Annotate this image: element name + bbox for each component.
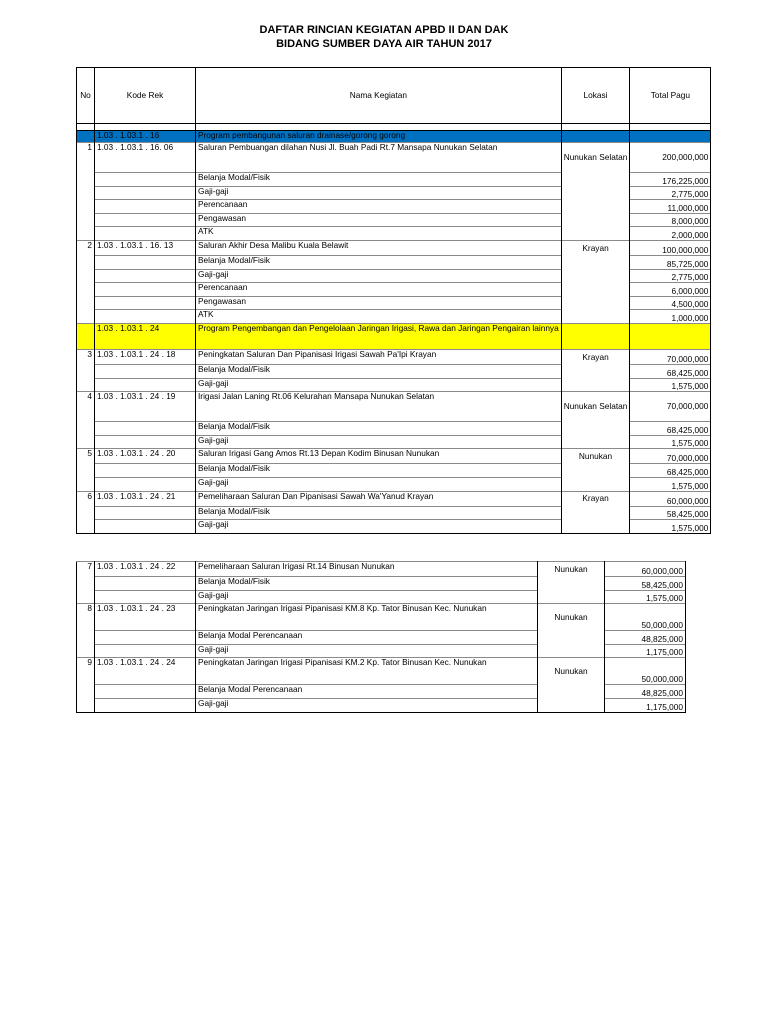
total-pagu-cell: 4,500,000 (630, 296, 711, 310)
sub-item-row (77, 520, 711, 534)
lokasi-cell (561, 131, 630, 143)
total-pagu-cell: 1,000,000 (630, 310, 711, 324)
total-pagu-cell: 60,000,000 (605, 562, 686, 577)
total-pagu-cell: 176,225,000 (630, 173, 711, 187)
kode-rek-cell (95, 213, 196, 227)
nama-kegiatan-cell: Program Pengembangan dan Pengelolaan Jaringan Irigasi, Rawa dan Jaringan Pengairan lainnya (196, 323, 562, 349)
total-pagu-cell: 200,000,000 (630, 143, 711, 173)
sub-item-row (77, 422, 711, 436)
lokasi-cell (561, 200, 630, 214)
kode-rek-cell (95, 422, 196, 436)
kegiatan-row (77, 449, 711, 464)
row-no (77, 364, 95, 378)
kegiatan-table-2 (76, 561, 686, 713)
row-no: 9 (77, 658, 95, 685)
kegiatan-row (77, 658, 686, 685)
lokasi-cell (561, 310, 630, 324)
kode-rek-cell (95, 464, 196, 478)
row-no (77, 310, 95, 324)
nama-kegiatan-cell: Saluran Pembuangan dilahan Nusi Jl. Buah Padi Rt.7 Mansapa Nunukan Selatan (196, 143, 562, 173)
total-pagu-cell: 68,425,000 (630, 364, 711, 378)
total-pagu-cell: 1,175,000 (605, 644, 686, 658)
row-no (77, 464, 95, 478)
lokasi-cell (561, 520, 630, 534)
lokasi-cell (561, 255, 630, 269)
nama-kegiatan-cell: Gaji-gaji (196, 698, 538, 712)
kode-rek-cell: 1.03 . 1.03.1 . 24 . 18 (95, 349, 196, 364)
nama-kegiatan-cell: Belanja Modal/Fisik (196, 364, 562, 378)
lokasi-cell: Krayan (561, 240, 630, 255)
lokasi-cell (538, 685, 605, 699)
nama-kegiatan-cell: Belanja Modal/Fisik (196, 577, 538, 591)
nama-kegiatan-cell: Gaji-gaji (196, 520, 562, 534)
lokasi-cell (538, 698, 605, 712)
nama-kegiatan-cell: Gaji-gaji (196, 477, 562, 491)
sub-item-row (77, 698, 686, 712)
total-pagu-cell: 1,175,000 (605, 698, 686, 712)
row-no: 2 (77, 240, 95, 255)
total-pagu-cell (630, 323, 711, 349)
sub-item-row (77, 200, 711, 214)
document-title-line-1: DAFTAR RINCIAN KEGIATAN APBD II DAN DAK (259, 24, 509, 36)
nama-kegiatan-cell: Peningkatan Jaringan Irigasi Pipanisasi KM.8 Kp. Tator Binusan Kec. Nunukan (196, 604, 538, 631)
table-2-body (77, 562, 686, 713)
sub-item-row (77, 364, 711, 378)
row-no (77, 173, 95, 187)
total-pagu-cell: 58,425,000 (605, 577, 686, 591)
kode-rek-cell: 1.03 . 1.03.1 . 24 . 24 (95, 658, 196, 685)
total-pagu-cell: 2,775,000 (630, 269, 711, 283)
kode-rek-cell (95, 269, 196, 283)
kode-rek-cell (95, 435, 196, 449)
total-pagu-cell: 70,000,000 (630, 349, 711, 364)
nama-kegiatan-cell: Gaji-gaji (196, 590, 538, 604)
lokasi-cell: Krayan (561, 491, 630, 506)
table-1-body (77, 131, 711, 534)
kegiatan-table-1 (76, 67, 711, 534)
nama-kegiatan-cell: Belanja Modal/Fisik (196, 422, 562, 436)
lokasi-cell (561, 213, 630, 227)
lokasi-cell (561, 378, 630, 392)
nama-kegiatan-cell: Gaji-gaji (196, 186, 562, 200)
row-no (77, 323, 95, 349)
total-pagu-cell: 50,000,000 (605, 658, 686, 685)
nama-kegiatan-cell: Irigasi Jalan Laning Rt.06 Kelurahan Mansapa Nunukan Selatan (196, 392, 562, 422)
kode-rek-cell: 1.03 . 1.03.1 . 24 (95, 323, 196, 349)
kode-rek-cell: 1.03 . 1.03.1 . 24 . 23 (95, 604, 196, 631)
kode-rek-cell (95, 590, 196, 604)
sub-item-row (77, 378, 711, 392)
row-no (77, 269, 95, 283)
total-pagu-cell: 1,575,000 (630, 520, 711, 534)
kode-rek-cell: 1.03 . 1.03.1 . 16. 06 (95, 143, 196, 173)
total-pagu-cell: 48,825,000 (605, 685, 686, 699)
header-total-pagu: Total Pagu (630, 68, 711, 124)
nama-kegiatan-cell: ATK (196, 310, 562, 324)
total-pagu-cell: 68,425,000 (630, 464, 711, 478)
total-pagu-cell: 85,725,000 (630, 255, 711, 269)
total-pagu-cell: 60,000,000 (630, 491, 711, 506)
total-pagu-cell: 50,000,000 (605, 604, 686, 631)
nama-kegiatan-cell: Pengawasan (196, 213, 562, 227)
sub-item-row (77, 685, 686, 699)
row-no: 1 (77, 143, 95, 173)
total-pagu-cell: 1,575,000 (630, 378, 711, 392)
total-pagu-cell: 8,000,000 (630, 213, 711, 227)
table-header-row (77, 68, 711, 124)
lokasi-cell (561, 422, 630, 436)
sub-item-row (77, 310, 711, 324)
nama-kegiatan-cell: Gaji-gaji (196, 435, 562, 449)
row-no (77, 631, 95, 645)
kegiatan-row (77, 562, 686, 577)
row-no (77, 506, 95, 520)
total-pagu-cell: 2,775,000 (630, 186, 711, 200)
total-pagu-cell: 58,425,000 (630, 506, 711, 520)
lokasi-cell (538, 590, 605, 604)
sub-item-row (77, 283, 711, 297)
sub-item-row (77, 590, 686, 604)
row-no (77, 520, 95, 534)
sub-item-row (77, 296, 711, 310)
lokasi-cell (561, 186, 630, 200)
row-no: 3 (77, 349, 95, 364)
total-pagu-cell: 1,575,000 (605, 590, 686, 604)
nama-kegiatan-cell: Belanja Modal/Fisik (196, 255, 562, 269)
program-row (77, 131, 711, 143)
lokasi-cell: Krayan (561, 349, 630, 364)
lokasi-cell (538, 577, 605, 591)
row-no (77, 477, 95, 491)
row-no (77, 590, 95, 604)
kode-rek-cell (95, 283, 196, 297)
lokasi-cell (561, 173, 630, 187)
row-no: 5 (77, 449, 95, 464)
nama-kegiatan-cell: Program pembangunan saluran drainase/gorong gorong (196, 131, 562, 143)
nama-kegiatan-cell: Perencanaan (196, 283, 562, 297)
nama-kegiatan-cell: Saluran Akhir Desa Malibu Kuala Belawit (196, 240, 562, 255)
row-no (77, 227, 95, 241)
lokasi-cell (561, 364, 630, 378)
lokasi-cell (561, 435, 630, 449)
lokasi-cell (561, 283, 630, 297)
kode-rek-cell: 1.03 . 1.03.1 . 16. 13 (95, 240, 196, 255)
nama-kegiatan-cell: Pengawasan (196, 296, 562, 310)
total-pagu-cell: 1,575,000 (630, 435, 711, 449)
nama-kegiatan-cell: Perencanaan (196, 200, 562, 214)
row-no (77, 200, 95, 214)
kode-rek-cell (95, 364, 196, 378)
lokasi-cell (561, 506, 630, 520)
kode-rek-cell (95, 631, 196, 645)
total-pagu-cell: 70,000,000 (630, 449, 711, 464)
kode-rek-cell (95, 477, 196, 491)
row-no (77, 378, 95, 392)
kode-rek-cell (95, 255, 196, 269)
row-no: 8 (77, 604, 95, 631)
total-pagu-cell: 70,000,000 (630, 392, 711, 422)
sub-item-row (77, 506, 711, 520)
row-no (77, 283, 95, 297)
lokasi-cell (538, 644, 605, 658)
sub-item-row (77, 464, 711, 478)
nama-kegiatan-cell: Belanja Modal Perencanaan (196, 685, 538, 699)
kode-rek-cell (95, 644, 196, 658)
kode-rek-cell: 1.03 . 1.03.1 . 24 . 22 (95, 562, 196, 577)
header-nama-kegiatan: Nama Kegiatan (196, 68, 562, 124)
kegiatan-row (77, 392, 711, 422)
sub-item-row (77, 477, 711, 491)
kegiatan-row (77, 349, 711, 364)
kode-rek-cell (95, 520, 196, 534)
header-kode-rek: Kode Rek (95, 68, 196, 124)
row-no (77, 435, 95, 449)
kegiatan-row (77, 604, 686, 631)
kode-rek-cell (95, 227, 196, 241)
nama-kegiatan-cell: Gaji-gaji (196, 378, 562, 392)
kode-rek-cell (95, 310, 196, 324)
sub-item-row (77, 644, 686, 658)
program-row (77, 323, 711, 349)
lokasi-cell (561, 323, 630, 349)
kode-rek-cell (95, 173, 196, 187)
kode-rek-cell (95, 200, 196, 214)
kode-rek-cell (95, 577, 196, 591)
sub-item-row (77, 255, 711, 269)
lokasi-cell: Nunukan (538, 658, 605, 685)
sub-item-row (77, 269, 711, 283)
kode-rek-cell (95, 186, 196, 200)
nama-kegiatan-cell: Peningkatan Jaringan Irigasi Pipanisasi KM.2 Kp. Tator Binusan Kec. Nunukan (196, 658, 538, 685)
sub-item-row (77, 186, 711, 200)
nama-kegiatan-cell: Belanja Modal/Fisik (196, 506, 562, 520)
header-no: No (77, 68, 95, 124)
total-pagu-cell: 1,575,000 (630, 477, 711, 491)
total-pagu-cell: 100,000,000 (630, 240, 711, 255)
row-no (77, 577, 95, 591)
lokasi-cell (561, 227, 630, 241)
kode-rek-cell: 1.03 . 1.03.1 . 16 (95, 131, 196, 143)
row-no (77, 685, 95, 699)
row-no (77, 255, 95, 269)
sub-item-row (77, 173, 711, 187)
row-no (77, 296, 95, 310)
row-no (77, 644, 95, 658)
sub-item-row (77, 577, 686, 591)
row-no (77, 131, 95, 143)
sub-item-row (77, 227, 711, 241)
lokasi-cell: Nunukan Selatan (561, 392, 630, 422)
kode-rek-cell (95, 378, 196, 392)
kode-rek-cell (95, 296, 196, 310)
nama-kegiatan-cell: Pemeliharaan Saluran Dan Pipanisasi Sawah Wa'Yanud Krayan (196, 491, 562, 506)
kegiatan-row (77, 143, 711, 173)
kode-rek-cell: 1.03 . 1.03.1 . 24 . 20 (95, 449, 196, 464)
lokasi-cell: Nunukan Selatan (561, 143, 630, 173)
sub-item-row (77, 213, 711, 227)
kode-rek-cell (95, 685, 196, 699)
lokasi-cell (561, 477, 630, 491)
nama-kegiatan-cell: Gaji-gaji (196, 644, 538, 658)
nama-kegiatan-cell: Peningkatan Saluran Dan Pipanisasi Irigasi Sawah Pa'Ipi Krayan (196, 349, 562, 364)
nama-kegiatan-cell: Belanja Modal/Fisik (196, 173, 562, 187)
total-pagu-cell (630, 131, 711, 143)
row-no: 4 (77, 392, 95, 422)
row-no (77, 213, 95, 227)
kegiatan-row (77, 240, 711, 255)
sub-item-row (77, 631, 686, 645)
nama-kegiatan-cell: Gaji-gaji (196, 269, 562, 283)
row-no (77, 186, 95, 200)
row-no: 6 (77, 491, 95, 506)
lokasi-cell (538, 631, 605, 645)
lokasi-cell (561, 269, 630, 283)
row-no (77, 422, 95, 436)
total-pagu-cell: 68,425,000 (630, 422, 711, 436)
kode-rek-cell (95, 506, 196, 520)
total-pagu-cell: 48,825,000 (605, 631, 686, 645)
lokasi-cell: Nunukan (538, 604, 605, 631)
sub-item-row (77, 435, 711, 449)
nama-kegiatan-cell: ATK (196, 227, 562, 241)
row-no (77, 698, 95, 712)
nama-kegiatan-cell: Pemeliharaan Saluran Irigasi Rt.14 Binusan Nunukan (196, 562, 538, 577)
lokasi-cell: Nunukan (538, 562, 605, 577)
header-lokasi: Lokasi (561, 68, 630, 124)
lokasi-cell (561, 464, 630, 478)
lokasi-cell: Nunukan (561, 449, 630, 464)
lokasi-cell (561, 296, 630, 310)
kode-rek-cell: 1.03 . 1.03.1 . 24 . 19 (95, 392, 196, 422)
kode-rek-cell: 1.03 . 1.03.1 . 24 . 21 (95, 491, 196, 506)
kode-rek-cell (95, 698, 196, 712)
total-pagu-cell: 11,000,000 (630, 200, 711, 214)
nama-kegiatan-cell: Saluran Irigasi Gang Amos Rt.13 Depan Kodim Binusan Nunukan (196, 449, 562, 464)
nama-kegiatan-cell: Belanja Modal Perencanaan (196, 631, 538, 645)
row-no: 7 (77, 562, 95, 577)
document-title-line-2: BIDANG SUMBER DAYA AIR TAHUN 2017 (276, 38, 492, 50)
header-spacer-row (77, 124, 711, 131)
total-pagu-cell: 2,000,000 (630, 227, 711, 241)
total-pagu-cell: 6,000,000 (630, 283, 711, 297)
kegiatan-row (77, 491, 711, 506)
nama-kegiatan-cell: Belanja Modal/Fisik (196, 464, 562, 478)
